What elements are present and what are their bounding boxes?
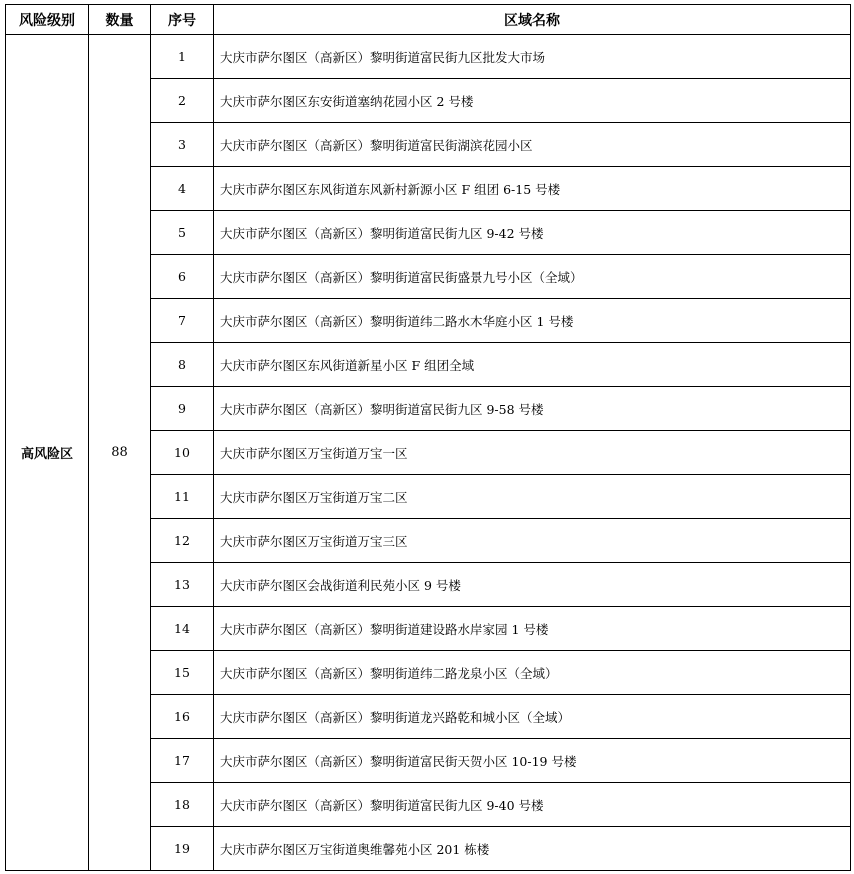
seq-cell: 4 [151,167,214,211]
seq-cell: 14 [151,607,214,651]
risk-level-cell: 高风险区 [6,35,89,871]
seq-cell: 8 [151,343,214,387]
seq-cell: 7 [151,299,214,343]
seq-cell: 2 [151,79,214,123]
seq-cell: 1 [151,35,214,79]
area-name-cell: 大庆市萨尔图区万宝街道万宝一区 [214,431,851,475]
area-name-cell: 大庆市萨尔图区（高新区）黎明街道纬二路龙泉小区（全域） [214,651,851,695]
seq-cell: 15 [151,651,214,695]
seq-cell: 13 [151,563,214,607]
seq-cell: 10 [151,431,214,475]
header-seq: 序号 [151,5,214,35]
area-name-cell: 大庆市萨尔图区（高新区）黎明街道富民街九区批发大市场 [214,35,851,79]
table-body [6,35,851,871]
seq-cell: 9 [151,387,214,431]
risk-area-table [5,4,851,871]
header-count: 数量 [89,5,151,35]
area-name-cell: 大庆市萨尔图区（高新区）黎明街道龙兴路乾和城小区（全域） [214,695,851,739]
seq-cell: 12 [151,519,214,563]
area-name-cell: 大庆市萨尔图区万宝街道奥维馨苑小区 201 栋楼 [214,827,851,871]
seq-cell: 17 [151,739,214,783]
seq-cell: 6 [151,255,214,299]
area-name-cell: 大庆市萨尔图区（高新区）黎明街道建设路水岸家园 1 号楼 [214,607,851,651]
seq-cell: 11 [151,475,214,519]
header-area-name: 区域名称 [214,5,851,35]
seq-cell: 19 [151,827,214,871]
header-risk-level: 风险级别 [6,5,89,35]
count-cell: 88 [89,35,151,871]
area-name-cell: 大庆市萨尔图区东安街道塞纳花园小区 2 号楼 [214,79,851,123]
area-name-cell: 大庆市萨尔图区（高新区）黎明街道富民街天贺小区 10-19 号楼 [214,739,851,783]
area-name-cell: 大庆市萨尔图区（高新区）黎明街道富民街九区 9-40 号楼 [214,783,851,827]
area-name-cell: 大庆市萨尔图区（高新区）黎明街道纬二路水木华庭小区 1 号楼 [214,299,851,343]
area-name-cell: 大庆市萨尔图区（高新区）黎明街道富民街九区 9-42 号楼 [214,211,851,255]
table-row [6,35,851,79]
area-name-cell: 大庆市萨尔图区（高新区）黎明街道富民街湖滨花园小区 [214,123,851,167]
area-name-cell: 大庆市萨尔图区（高新区）黎明街道富民街九区 9-58 号楼 [214,387,851,431]
seq-cell: 3 [151,123,214,167]
area-name-cell: 大庆市萨尔图区会战街道利民苑小区 9 号楼 [214,563,851,607]
area-name-cell: 大庆市萨尔图区东风街道东风新村新源小区 F 组团 6-15 号楼 [214,167,851,211]
area-name-cell: 大庆市萨尔图区（高新区）黎明街道富民街盛景九号小区（全域） [214,255,851,299]
seq-cell: 16 [151,695,214,739]
area-name-cell: 大庆市萨尔图区万宝街道万宝三区 [214,519,851,563]
header-row [6,5,851,35]
area-name-cell: 大庆市萨尔图区东风街道新星小区 F 组团全域 [214,343,851,387]
area-name-cell: 大庆市萨尔图区万宝街道万宝二区 [214,475,851,519]
seq-cell: 5 [151,211,214,255]
seq-cell: 18 [151,783,214,827]
